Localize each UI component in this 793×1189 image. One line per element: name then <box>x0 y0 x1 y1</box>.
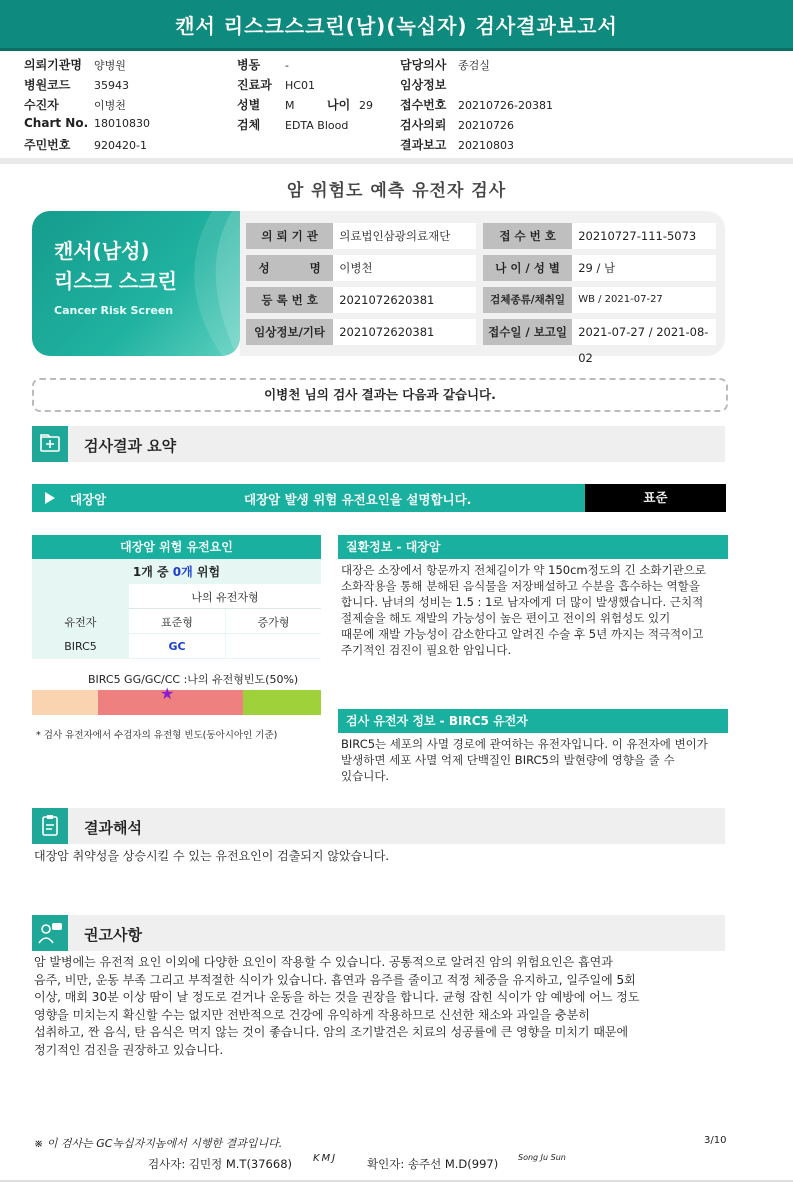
recommend-text <box>34 954 774 1059</box>
disease-line: 대장은 소장에서 항문까지 전체길이가 약 150cm정도의 긴 소화기관으로 <box>341 563 707 577</box>
info-value: 이병천 <box>333 255 476 281</box>
section-title: 암 위험도 예측 유전자 검사 <box>286 181 507 201</box>
info-value: 29 / 남 <box>572 255 716 281</box>
info-label: 접수일 / 보고일 <box>483 319 572 345</box>
interpretation-section-header <box>32 808 725 844</box>
hdr-value: 20210726-20381 <box>458 99 553 112</box>
genotype-frequency-bar <box>32 690 321 715</box>
clipboard-icon <box>32 808 68 844</box>
info-row <box>246 255 716 281</box>
cancer-type-bar <box>32 484 585 512</box>
confirmer-signature: Song Ju Sun <box>518 1153 566 1162</box>
info-row <box>246 319 716 365</box>
hdr-value: - <box>285 59 289 72</box>
footer-divider <box>0 1180 793 1182</box>
disease-line: 합니다. 남녀의 성비는 1.5 : 1로 남자에게 더 많이 발생했습니다. 근치적 <box>341 595 704 609</box>
disease-line: 소화작용을 통해 분해된 음식물을 저장배설하고 수분을 흡수하는 역할을 <box>341 579 700 593</box>
hdr-value: 35943 <box>94 79 129 92</box>
gene-info-title: 검사 유전자 정보 - BIRC5 유전자 <box>338 709 728 733</box>
hdr-value: 18010830 <box>94 117 150 130</box>
info-value: 의료법인삼광의료재단 <box>333 223 476 249</box>
info-label: 임상정보/기타 <box>246 319 333 345</box>
badge-line-1: 캔서(남성) <box>54 239 150 263</box>
examiner: 검사자: 김민정 M.T(37668) <box>148 1157 292 1171</box>
hdr-value: 20210803 <box>458 139 514 152</box>
risk-count-value: 0개 <box>172 565 193 579</box>
info-value: 2021072620381 <box>333 319 476 345</box>
recommend-line: 암 발병에는 유전적 요인 이외에 다양한 요인이 작용할 수 있습니다. 공통적으로 알려진 암의 위험요인은 흡연과 <box>34 955 613 969</box>
cancer-name: 대장암 <box>70 492 107 507</box>
badge-wave-decoration <box>152 211 240 356</box>
summary-section-header <box>32 426 725 462</box>
hdr-value: HC01 <box>285 79 315 92</box>
std-value: GC <box>168 640 186 653</box>
report-title: 캔서 리스크스크린(남)(녹십자) 검사결과보고서 <box>175 14 618 38</box>
age-value: 29 <box>359 99 373 112</box>
col-std-header: 표준형 <box>161 616 193 629</box>
info-label: 검체종류/채취일 <box>483 287 572 313</box>
hdr-label: 병동 <box>237 58 261 72</box>
badge-line-3: Cancer Risk Screen <box>54 304 174 317</box>
hdr-label: 결과보고 <box>400 138 447 152</box>
recommend-section-header <box>32 915 725 951</box>
info-value: 2021072620381 <box>333 287 476 313</box>
hdr-value: 20210726 <box>458 119 514 132</box>
report-header-bar <box>0 0 793 51</box>
hdr-label: 성별 <box>237 98 261 112</box>
age-label: 나이 <box>327 98 351 112</box>
info-label: 의 뢰 기 관 <box>246 223 333 249</box>
info-label: 나 이 / 성 별 <box>483 255 572 281</box>
col-gene-header: 유전자 <box>64 616 97 629</box>
info-label: 접 수 번 호 <box>483 223 572 249</box>
risk-count-prefix: 1개 중 <box>132 565 173 579</box>
cancer-desc: 대장암 발생 위험 유전요인을 설명합니다. <box>244 492 472 507</box>
person-chat-icon <box>32 915 68 951</box>
hdr-value: 종검실 <box>458 59 490 72</box>
badge-line-2: 리스크 스크린 <box>54 269 177 293</box>
hdr-value: M <box>285 99 295 112</box>
recommend-line: 영향을 미치는지 확신할 수는 없지만 전반적으로 건강에 유익하게 작용하므로 신선한 채소와 과일을 충분히 <box>34 1007 590 1022</box>
disease-info-title: 질환정보 - 대장암 <box>338 535 728 559</box>
hdr-label: 접수번호 <box>400 98 447 112</box>
status-badge: 표준 <box>585 484 726 512</box>
gene-info-text <box>341 736 731 784</box>
my-genotype-star-icon: ★ <box>160 684 175 703</box>
info-label: 등 록 번 호 <box>246 287 333 313</box>
freq-footnote: * 검사 유전자에서 수검자의 유전형 빈도(동아시아인 기준) <box>36 730 278 741</box>
hdr-label: 수진자 <box>24 98 59 112</box>
info-row <box>246 287 716 313</box>
info-value: 2021-07-27 / 2021-08-02 <box>572 319 716 345</box>
disease-info-text <box>341 562 731 658</box>
std-value-cell <box>129 634 225 658</box>
info-grid <box>246 223 716 365</box>
interpretation-text: 대장암 취약성을 상승시킬 수 있는 유전요인이 검출되지 않았습니다. <box>34 849 390 863</box>
info-value: 20210727-111-5073 <box>572 223 716 249</box>
disease-line: 때문에 재발 가능성이 감소한다고 알려진 수술 후 5년 까지는 적극적이고 <box>341 627 704 641</box>
gene-info-line: 발생하면 세포 사멸 억제 단백질인 BIRC5의 발현량에 영향을 줄 수 <box>341 753 675 767</box>
hdr-label: 검사의뢰 <box>400 118 447 132</box>
my-genotype-cell <box>129 584 321 609</box>
risk-count <box>32 563 321 580</box>
hdr-label: 담당의사 <box>400 58 447 72</box>
hdr-label: 임상정보 <box>400 78 447 92</box>
interpretation-title: 결과해석 <box>84 819 142 837</box>
patient-info-box <box>240 211 725 365</box>
hdr-label: Chart No. <box>24 116 89 130</box>
hdr-value: 920420-1 <box>94 139 147 152</box>
disease-line: 절제술을 해도 재발의 가능성이 높은 편이고 전이의 위험성도 있기 <box>341 611 671 625</box>
info-row <box>246 223 716 249</box>
header-col-2 <box>237 56 373 136</box>
freq-segment <box>243 690 321 715</box>
recommend-line: 정기적인 검진을 권장하고 있습니다. <box>34 1042 224 1057</box>
result-intro: 이병천 님의 검사 결과는 다음과 같습니다. <box>32 378 728 412</box>
page-number: 3/10 <box>704 1135 727 1146</box>
play-arrow-icon <box>44 492 56 504</box>
hdr-value: 양병원 <box>94 59 126 72</box>
gene-info-line: BIRC5는 세포의 사멸 경로에 관여하는 유전자입니다. 이 유전자에 변이가 <box>341 737 708 751</box>
recommend-line: 음주, 비만, 운동 부족 그리고 부적절한 식이가 있습니다. 흡연과 음주를 줄이고 적정 체중을 유지하고, 일주일에 5회 <box>34 972 636 987</box>
freq-label: BIRC5 GG/GC/CC :나의 유전형빈도(50%) <box>88 673 299 686</box>
recommend-line: 이상, 매회 30분 이상 땀이 날 정도로 걷거나 운동을 하는 것을 권장을 합니다. 균형 잡힌 식이가 암 예방에 어느 정도 <box>34 990 640 1004</box>
info-label: 성 명 <box>246 255 333 281</box>
gene-table <box>32 559 321 659</box>
hdr-label: 진료과 <box>237 78 272 92</box>
hdr-label: 검체 <box>237 118 261 132</box>
info-value: WB / 2021-07-27 <box>572 287 716 313</box>
col-std-cell <box>129 609 225 633</box>
recommend-title: 권고사항 <box>84 926 142 944</box>
product-badge <box>32 211 240 356</box>
hdr-value: EDTA Blood <box>285 119 349 132</box>
hdr-label: 주민번호 <box>24 138 71 152</box>
inc-value-cell <box>226 634 321 658</box>
examiner-signature: KMJ <box>313 1153 338 1164</box>
recommend-line: 섭취하고, 짠 음식, 탄 음식은 먹지 않는 것이 좋습니다. 암의 조기발견은 치료의 성공률에 큰 영향을 미치기 때문에 <box>34 1025 629 1039</box>
risk-count-suffix: 위험 <box>192 565 221 579</box>
col-inc-header: 증가형 <box>257 616 290 629</box>
footer-note: ※ 이 검사는 GC녹십자지놈에서 시행한 결과입니다. <box>34 1137 283 1150</box>
folder-plus-icon <box>32 426 68 462</box>
col-inc-cell <box>226 609 321 633</box>
header-divider <box>0 158 793 164</box>
disease-line: 주기적인 검진이 필요한 암입니다. <box>341 643 512 657</box>
hdr-label: 의뢰기관명 <box>24 58 82 72</box>
freq-segment <box>32 690 98 715</box>
gene-name: BIRC5 <box>64 640 97 653</box>
summary-title: 검사결과 요약 <box>84 437 177 455</box>
gene-info-line: 있습니다. <box>341 769 390 783</box>
hdr-label: 병원코드 <box>24 78 71 92</box>
header-col-3 <box>400 56 553 156</box>
hdr-value: 이병천 <box>94 99 126 112</box>
header-col-1 <box>24 56 150 156</box>
my-genotype-label: 나의 유전자형 <box>191 591 259 604</box>
confirmer: 확인자: 송주선 M.D(997) <box>367 1157 499 1171</box>
gene-table-title: 대장암 위험 유전요인 <box>32 535 321 559</box>
